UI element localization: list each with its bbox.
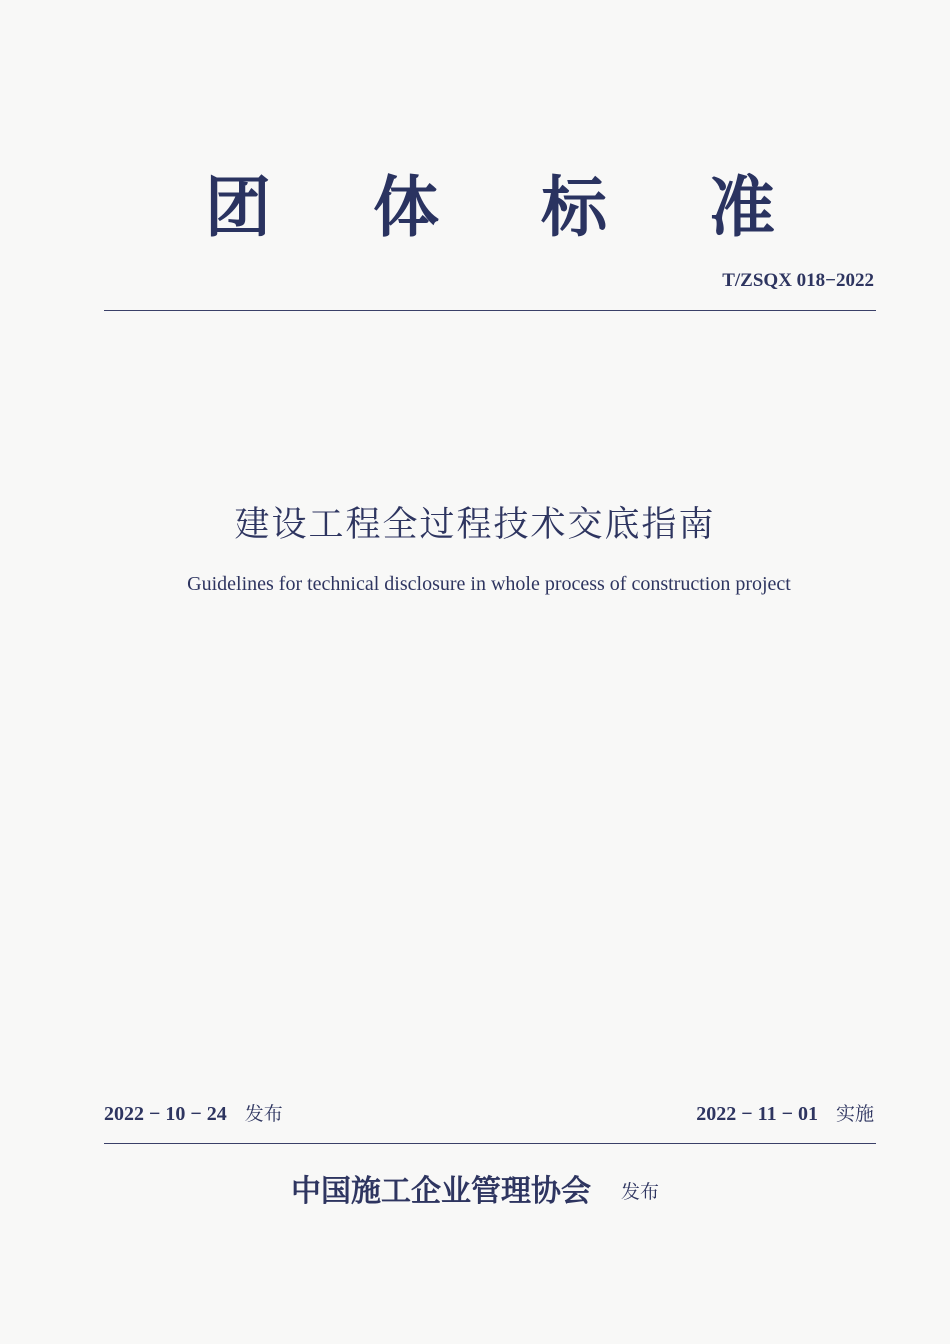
issue-label: 发布 [244, 1103, 283, 1125]
implementation-label: 实施 [835, 1103, 874, 1125]
document-title-english: Guidelines for technical disclosure in whole process of construction project [187, 573, 791, 595]
bottom-divider [104, 1143, 876, 1144]
document-title-chinese: 建设工程全过程技术交底指南 [234, 505, 716, 545]
publisher-row [0, 1172, 950, 1212]
publisher-label: 发布 [620, 1181, 659, 1203]
implementation-date-row [696, 1100, 874, 1128]
issue-date: 2022 − 10 − 24 [104, 1103, 227, 1125]
implementation-date: 2022 − 11 − 01 [696, 1103, 818, 1125]
publisher-name: 中国施工企业管理协会 [290, 1174, 591, 1209]
top-divider [104, 310, 876, 311]
issue-date-row [104, 1100, 283, 1128]
document-category-heading: 团体标准 [205, 169, 877, 246]
standard-code: T/ZSQX 018−2022 [722, 270, 874, 291]
